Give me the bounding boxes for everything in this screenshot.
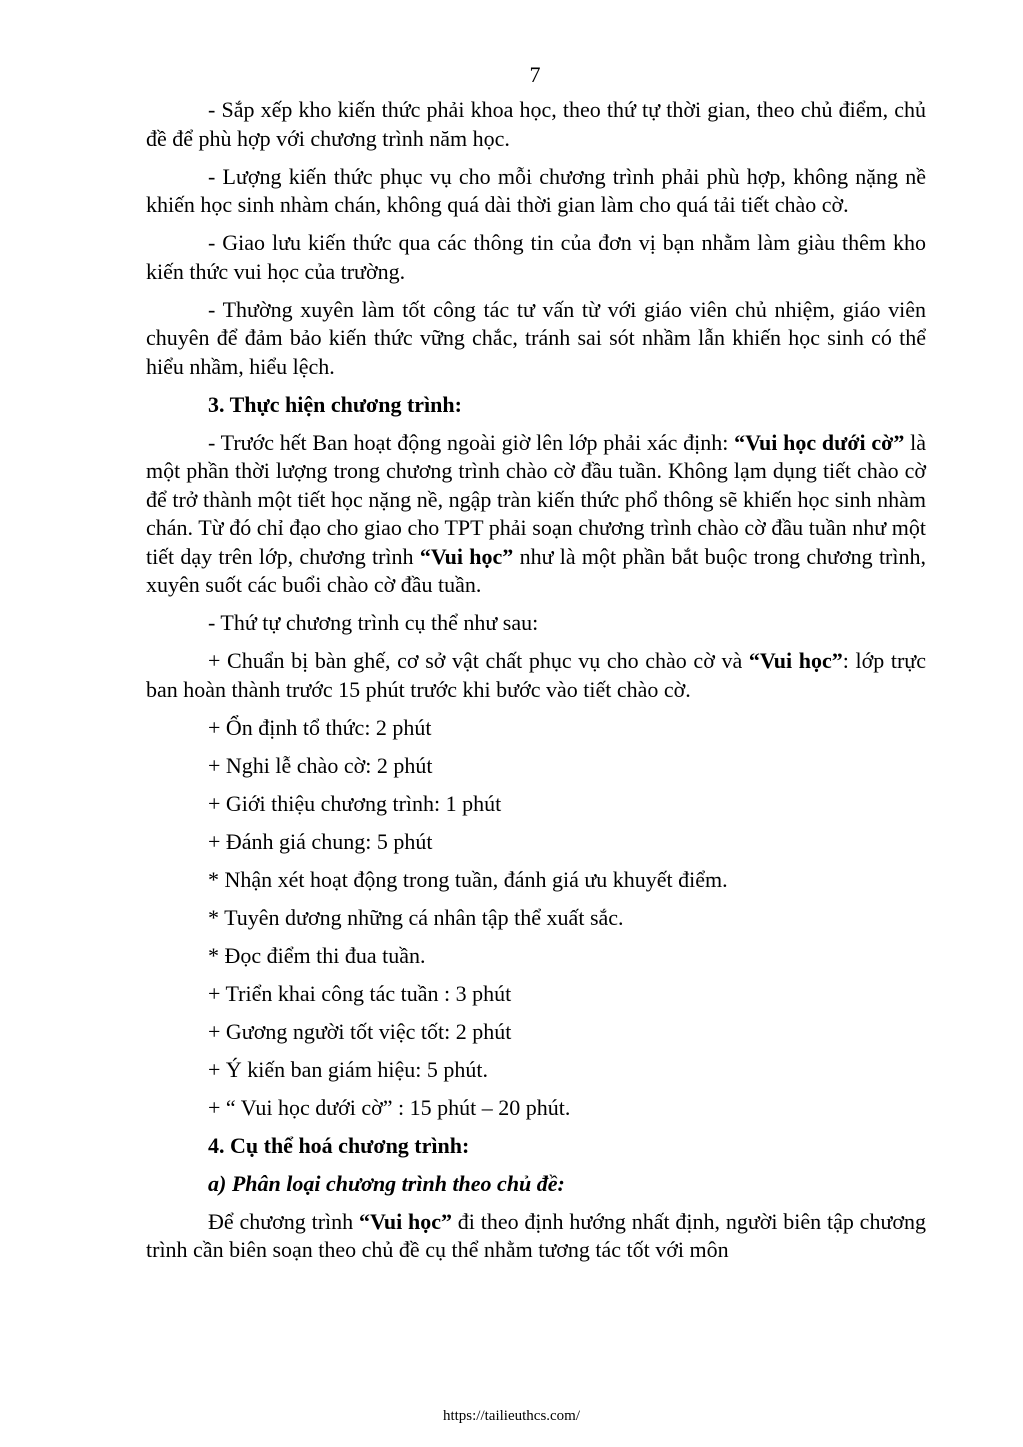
text-run: Để chương trình [208, 1208, 359, 1234]
section-heading-4: 4. Cụ thể hoá chương trình: [208, 1132, 470, 1158]
list-item: + Ý kiến ban giám hiệu: 5 phút. [208, 1056, 489, 1082]
list-item: + Ổn định tổ thức: 2 phút [208, 714, 432, 740]
document-body [146, 96, 926, 1274]
text-run: + Chuẩn bị bàn ghế, cơ sở vật chất phục vụ cho chào cờ và [208, 648, 749, 673]
paragraph: - Sắp xếp kho kiến thức phải khoa học, theo thứ tự thời gian, theo chủ điểm, chủ đề để phù hợp với chương trình năm học. [146, 97, 926, 151]
bold-phrase: “Vui học” [358, 1208, 452, 1234]
page-number: 7 [529, 62, 541, 87]
paragraph: - Thường xuyên làm tốt công tác tư vấn từ với giáo viên chủ nhiệm, giáo viên chuyên để đảm bảo kiến thức vững chắc, tránh sai sót nhầm lẫn khiến học sinh có thể hiểu nhầm, hiểu lệch. [146, 296, 926, 379]
bold-phrase: “Vui học” [419, 543, 514, 569]
paragraph [146, 647, 926, 704]
list-item: + Triển khai công tác tuần : 3 phút [208, 980, 512, 1006]
text-run: đi theo định hướng nhất định, người biên tập chương trình cần biên soạn theo chủ đề cụ thể nhằm tương tác tốt với môn [146, 1208, 926, 1262]
list-item: * Tuyên dương những cá nhân tập thể xuất sắc. [208, 904, 624, 930]
text-run: như là một phần bắt buộc trong chương trình, xuyên suốt các buổi chào cờ đầu tuần. [146, 543, 926, 597]
text-run: là một phần thời lượng trong chương trình chào cờ đầu tuần. Không lạm dụng tiết chào cờ để trở thành một tiết học nặng nề, ngập tràn kiến thức phổ thông sẽ khiến học sinh nhàm chán. Từ đó chỉ đạo cho giao cho TPT phải soạn chương trình chào cờ đầu tuần như một tiết dạy trên lớp, chương trình [146, 429, 926, 569]
bold-phrase: “Vui học” [748, 648, 843, 673]
list-item: + Đánh giá chung: 5 phút [208, 828, 433, 854]
paragraph: - Thứ tự chương trình cụ thể như sau: [208, 610, 539, 635]
list-item: * Nhận xét hoạt động trong tuần, đánh giá ưu khuyết điểm. [208, 866, 728, 892]
list-item: + “ Vui học dưới cờ” : 15 phút – 20 phút. [208, 1094, 571, 1120]
paragraph [146, 1208, 926, 1265]
list-item: + Nghi lễ chào cờ: 2 phút [208, 752, 433, 778]
paragraph: - Lượng kiến thức phục vụ cho mỗi chương trình phải phù hợp, không nặng nề khiến học sinh nhàm chán, không quá dài thời gian làm cho quá tải tiết chào cờ. [146, 163, 926, 217]
paragraph [146, 429, 926, 600]
text-run: - Trước hết Ban hoạt động ngoài giờ lên lớp phải xác định: [208, 429, 735, 455]
list-item: * Đọc điểm thi đua tuần. [208, 942, 426, 968]
footer-url: https://tailieuthcs.com/ [442, 1408, 581, 1424]
paragraph: - Giao lưu kiến thức qua các thông tin của đơn vị bạn nhằm làm giàu thêm kho kiến thức vui học của trường. [146, 230, 926, 284]
list-item: + Giới thiệu chương trình: 1 phút [208, 790, 502, 816]
list-item: + Gương người tốt việc tốt: 2 phút [208, 1018, 512, 1044]
subsection-heading-a: a) Phân loại chương trình theo chủ đề: [208, 1170, 565, 1196]
section-heading-3: 3. Thực hiện chương trình: [208, 391, 462, 417]
bold-phrase: “Vui học dưới cờ” [734, 429, 905, 455]
text-run: : lớp trực ban hoàn thành trước 15 phút trước khi bước vào tiết chào cờ. [146, 648, 926, 702]
